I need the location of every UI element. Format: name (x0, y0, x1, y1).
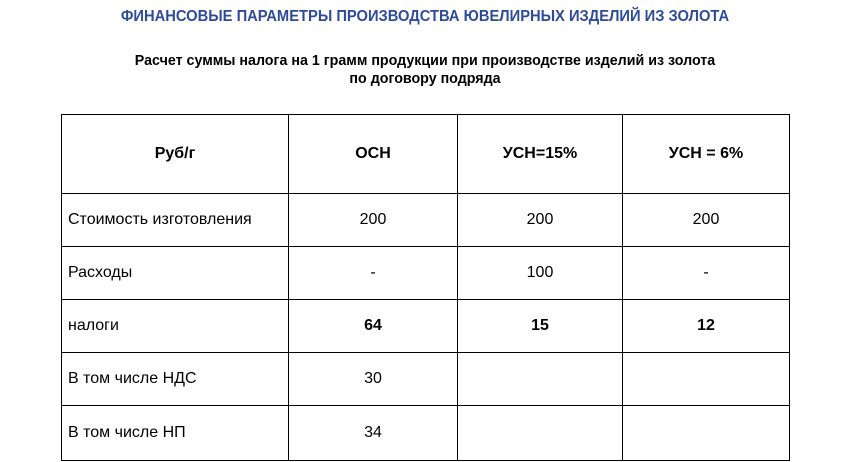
cell-usn-6 (623, 353, 790, 406)
cell-usn-15: 100 (458, 247, 623, 300)
tax-calculation-table (61, 114, 790, 461)
table-row-expenses (62, 247, 790, 300)
header-unit: Руб/г (62, 115, 289, 194)
cell-usn-15: 200 (458, 194, 623, 247)
table-row-production-cost (62, 194, 790, 247)
cell-usn-15 (458, 353, 623, 406)
cell-usn-6: - (623, 247, 790, 300)
table-row-profit-tax (62, 406, 790, 461)
table-row-taxes (62, 300, 790, 353)
cell-usn-6 (623, 406, 790, 461)
row-label: В том числе НДС (62, 353, 289, 406)
page-title: ФИНАНСОВЫЕ ПАРАМЕТРЫ ПРОИЗВОДСТВА ЮВЕЛИРНЫХ ИЗДЕЛИЙ ИЗ ЗОЛОТА (120, 8, 730, 25)
row-label: Расходы (62, 247, 289, 300)
table-header-row (62, 115, 790, 194)
row-label: Стоимость изготовления (62, 194, 289, 247)
cell-usn-15 (458, 406, 623, 461)
header-usn-15: УСН=15% (458, 115, 623, 194)
cell-osn: 64 (289, 300, 458, 353)
caption-line-1: Расчет суммы налога на 1 грамм продукции при производстве изделий из золота (134, 52, 716, 69)
table-caption (21, 52, 829, 88)
caption-line-2: по договору подряда (349, 70, 501, 87)
row-label: налоги (62, 300, 289, 353)
cell-osn: 200 (289, 194, 458, 247)
cell-usn-6: 200 (623, 194, 790, 247)
cell-osn: 30 (289, 353, 458, 406)
cell-osn: 34 (289, 406, 458, 461)
cell-osn: - (289, 247, 458, 300)
cell-usn-6: 12 (623, 300, 790, 353)
header-osn: ОСН (289, 115, 458, 194)
cell-usn-15: 15 (458, 300, 623, 353)
header-usn-6: УСН = 6% (623, 115, 790, 194)
row-label: В том числе НП (62, 406, 289, 461)
table-row-vat (62, 353, 790, 406)
